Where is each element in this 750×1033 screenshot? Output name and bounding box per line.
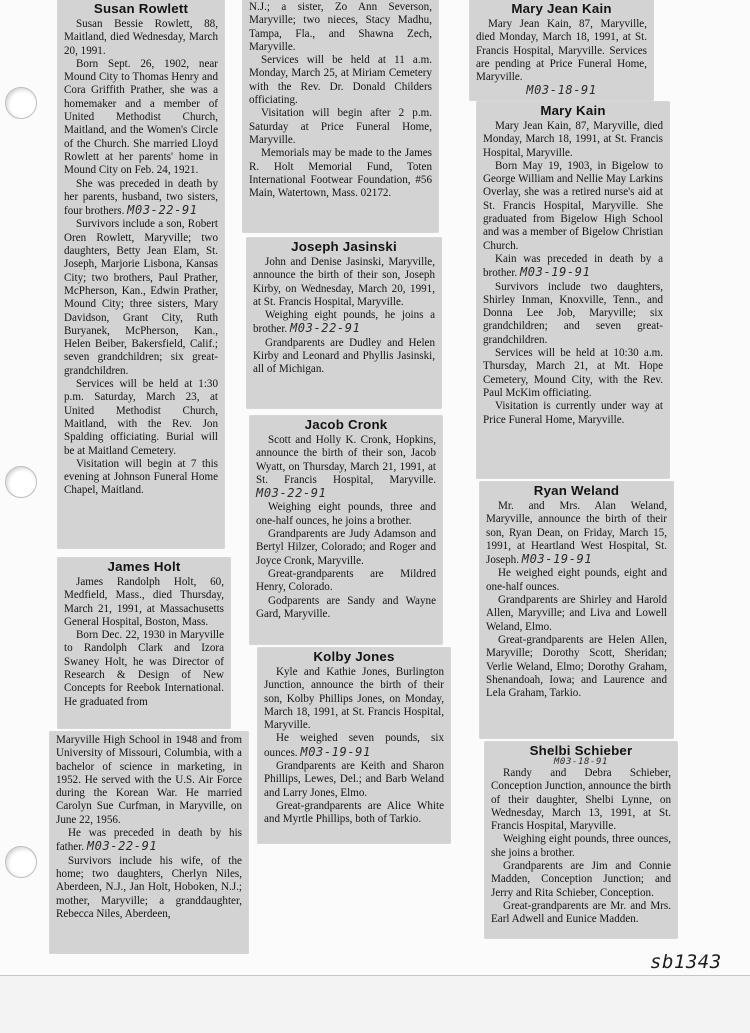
handwritten-date-line <box>491 757 671 767</box>
clipping-shelbi-schieber <box>485 742 677 938</box>
paragraph: Born May 19, 1903, in Bigelow to George William and Nellie May Larkins Overlay, she was a retired nurse's aid at St. Francis Hospital, Maryville. She graduated from Bigelow High School and was a member of Bigelow Christian Church. <box>483 159 663 252</box>
paragraph: Visitation will begin at 7 this evening at Johnson Funeral Home Chapel, Maitland. <box>64 457 218 497</box>
clipping-jacob-cronk <box>250 416 442 644</box>
handwritten-date: M03-22-91 <box>127 203 198 218</box>
paragraph-text: Scott and Holly K. Cronk, Hopkins, announce the birth of their son, Jacob Wyatt, on Thursday, March 21, 1991, at St. Francis Hospital, Maryville. <box>256 434 436 486</box>
clipping-title: Joseph Jasinski <box>291 239 397 254</box>
paragraph: Grandparents are Keith and Sharon Phillips, Lewes, Del.; and Barb Weland and Larry Jones, Elmo. <box>264 760 444 799</box>
paragraph: Survivors include his wife, of the home; two daughters, Cherlyn Niles, Aberdeen, N.J., Jan Holt, Hoboken, N.J.; mother, Maryville; a granddaughter, Rebecca Niles, Aberdeen, <box>56 854 242 920</box>
handwritten-date: M03-18-91 <box>553 757 609 767</box>
paragraph: Weighing eight pounds, three and one-half ounces, he joins a brother. <box>256 501 436 527</box>
handwritten-date: M03-22-91 <box>86 839 158 854</box>
handwritten-date: M03-19-91 <box>300 744 371 759</box>
paragraph: James Randolph Holt, 60, Medfield, Mass., died Thursday, March 21, 1991, at Massachusetts General Hospital, Boston, Mass. <box>64 576 224 628</box>
paragraph: Grandparents are Jim and Connie Madden, Conception Junction; and Jerry and Rita Schieber, Conception. <box>491 860 671 899</box>
paragraph: Randy and Debra Schieber, Conception Junction, announce the birth of their daughter, Shelbi Lynne, on Wednesday, March 13, 1991, at St. Francis Hospital, Maryville. <box>491 767 671 833</box>
paragraph <box>256 434 436 501</box>
paragraph: Great-grandparents are Helen Allen, Maryville; Dorothy Scott, Sheridan; Verlie Weland, Elmo; Dorothy Graham, Shenandoah, Iowa; and Laurence and Lela Graham, Tarkio. <box>486 633 667 700</box>
paragraph: Survivors include a son, Robert Oren Rowlett, Maryville; two daughters, Betty Jean Elam, St. Joseph, Marjorie Lisbona, Kansas City; two brothers, Paul Prather, McPherson, Kan., Edwin Prather, Mound City; three sisters, Mary Davidson, Grant City, Ruth Buryanek, McPherson, Kan., Helen Beiber, Bakersfield, Calif.; seven grandchildren; six great-grandchildren. <box>64 218 218 377</box>
handwritten-date: M03-19-91 <box>519 265 591 280</box>
clipping-mary-jean-kain <box>470 0 653 100</box>
paragraph <box>253 309 435 337</box>
clipping-title: Mary Jean Kain <box>511 1 612 16</box>
paragraph: Weighing eight pounds, three ounces, she joins a brother. <box>491 833 671 859</box>
paragraph: N.J.; a sister, Zo Ann Severson, Maryville; two nieces, Stacy Madhu, Tampa, Fla., and Shawna Zech, Maryville. <box>249 1 432 53</box>
paragraph: Great-grandparents are Alice White and Myrtle Phillips, both of Tarkio. <box>264 799 444 826</box>
clipping-title: Shelbi Schieber <box>529 743 633 758</box>
paragraph: Memorials may be made to the James R. Holt Memorial Fund, Toten International Footwear Foundation, #56 Main, Watertown, Mass. 02172. <box>249 147 432 200</box>
paragraph: Survivors include two daughters, Shirley Inman, Knoxville, Tenn., and Donna Lee Job, Maryville; six grandchildren; and seven great-grandchildren. <box>483 280 663 346</box>
paragraph <box>64 178 218 219</box>
clipping-mary-kain <box>477 102 669 478</box>
clipping-james-holt <box>58 558 230 728</box>
binder-hole-middle <box>5 466 37 498</box>
clipping-joseph-jasinski <box>247 238 441 408</box>
paragraph: Godparents are Sandy and Wayne Gard, Maryville. <box>256 594 436 620</box>
paragraph <box>486 500 667 567</box>
paragraph: Services will be held at 11 a.m. Monday, March 25, at Miriam Cemetery with the Rev. Dr. Donald Childers officiating. <box>249 54 432 107</box>
handwritten-date: M03-19-91 <box>521 552 593 567</box>
paragraph: John and Denise Jasinski, Maryville, announce the birth of their son, Joseph Kirby, on Wednesday, March 20, 1991, at St. Francis Hospital, Maryville. <box>253 256 435 308</box>
handwritten-date: M03-18-91 <box>526 83 597 98</box>
clipping-title: Mary Kain <box>540 103 606 118</box>
paragraph: Great-grandparents are Mr. and Mrs. Earl Adwell and Eunice Madden. <box>491 899 671 926</box>
paragraph: Grandparents are Shirley and Harold Allen, Maryville; and Liva and Lowell Weland, Elmo. <box>486 594 667 633</box>
paragraph: Susan Bessie Rowlett, 88, Maitland, died Wednesday, March 20, 1991. <box>64 18 218 57</box>
paragraph-text: He was preceded in death by his father. <box>56 827 242 854</box>
paragraph-text: Mr. and Mrs. Alan Weland, Maryville, announce the birth of their son, Ryan Dean, on Friday, March 15, 1991, at Heartland West Hospital, St. Joseph. <box>486 500 667 567</box>
clipping-james-holt-conclusion <box>243 0 438 232</box>
binder-hole-top <box>5 87 37 119</box>
paragraph: Born Sept. 26, 1902, near Mound City to Thomas Henry and Cora Griffith Prather, she was a homemaker and a member of United Methodist Church, Maitland, and the Women's Circle of the Church. She married Lloyd Rowlett at her parents' home in Mound City on Feb. 24, 1921. <box>64 57 218 177</box>
paragraph-text: She was preceded in death by her parents, husband, two sisters, four brothers. <box>64 177 218 218</box>
paragraph: Services will be held at 10:30 a.m. Thursday, March 21, at Mt. Hope Cemetery, Mound City, with the Rev. Paul McKim officiating. <box>483 347 663 399</box>
paragraph: Mary Jean Kain, 87, Maryville, died Monday, March 18, 1991, at St. Francis Hospital, Maryville. Services are pending at Price Funeral Home, Maryville. <box>476 18 647 84</box>
paragraph: Born Dec. 22, 1930 in Maryville to Randolph Clark and Izora Swaney Holt, he was Director of Research & Design of New Concepts for Reebok International. He graduated from <box>64 629 224 708</box>
clipping-title: Susan Rowlett <box>93 1 189 16</box>
paragraph <box>483 253 663 281</box>
clipping-ryan-weland <box>480 482 673 738</box>
clipping-title: Jacob Cronk <box>304 417 388 432</box>
paragraph: Great-grandparents are Mildred Henry, Colorado. <box>256 567 436 594</box>
paragraph: Kyle and Kathie Jones, Burlington Junction, announce the birth of their son, Kolby Phillips Jones, on Monday, March 18, 1991, at St. Francis Hospital, Maryville. <box>264 666 444 732</box>
paragraph: Services will be held at 1:30 p.m. Saturday, March 23, at United Methodist Church, Maitland, with the Rev. Jon Spalding officiating. Burial will be at Maitland Cemetery. <box>64 378 218 457</box>
handwritten-date: M03-22-91 <box>256 486 327 501</box>
clipping-title: Ryan Weland <box>533 483 620 498</box>
clipping-title: Kolby Jones <box>313 649 395 664</box>
clipping-title: James Holt <box>107 559 181 574</box>
page-label: sb1343 <box>650 951 722 973</box>
paragraph <box>264 732 444 760</box>
paragraph: Mary Jean Kain, 87, Maryville, died Monday, March 18, 1991, at St. Francis Hospital, Maryville. <box>483 120 663 159</box>
paragraph <box>56 827 242 855</box>
paragraph-text: He weighed seven pounds, six ounces. <box>264 732 444 759</box>
handwritten-date: M03-22-91 <box>289 321 361 336</box>
clipping-susan-rowlett <box>58 0 224 548</box>
clipping-james-holt-continued <box>50 732 248 953</box>
paragraph-text: Kain was preceded in death by a brother. <box>483 252 663 280</box>
paragraph: Maryville High School in 1948 and from University of Missouri, Columbia, with a bachelor of science in marketing, in 1952. He served with the U.S. Air Force during the Korean War. He married Carolyn Sue Curfman, in Maryville, on June 22, 1956. <box>56 734 242 826</box>
paragraph: Grandparents are Judy Adamson and Bertyl Hilzer, Colorado; and Roger and Joyce Cronk, Maryville. <box>256 528 436 567</box>
paragraph: Visitation will begin after 2 p.m. Saturday at Price Funeral Home, Maryville. <box>249 107 432 146</box>
binder-hole-bottom <box>5 846 37 878</box>
handwritten-date-line <box>476 84 647 98</box>
paragraph: Grandparents are Dudley and Helen Kirby and Leonard and Phyllis Jasinski, all of Michigan. <box>253 336 435 376</box>
paragraph-text: Weighing eight pounds, he joins a brother. <box>253 309 435 336</box>
paragraph: He weighed eight pounds, eight and one-half ounces. <box>486 567 667 593</box>
clipping-kolby-jones <box>258 648 450 843</box>
paragraph: Visitation is currently under way at Price Funeral Home, Maryville. <box>483 400 663 426</box>
